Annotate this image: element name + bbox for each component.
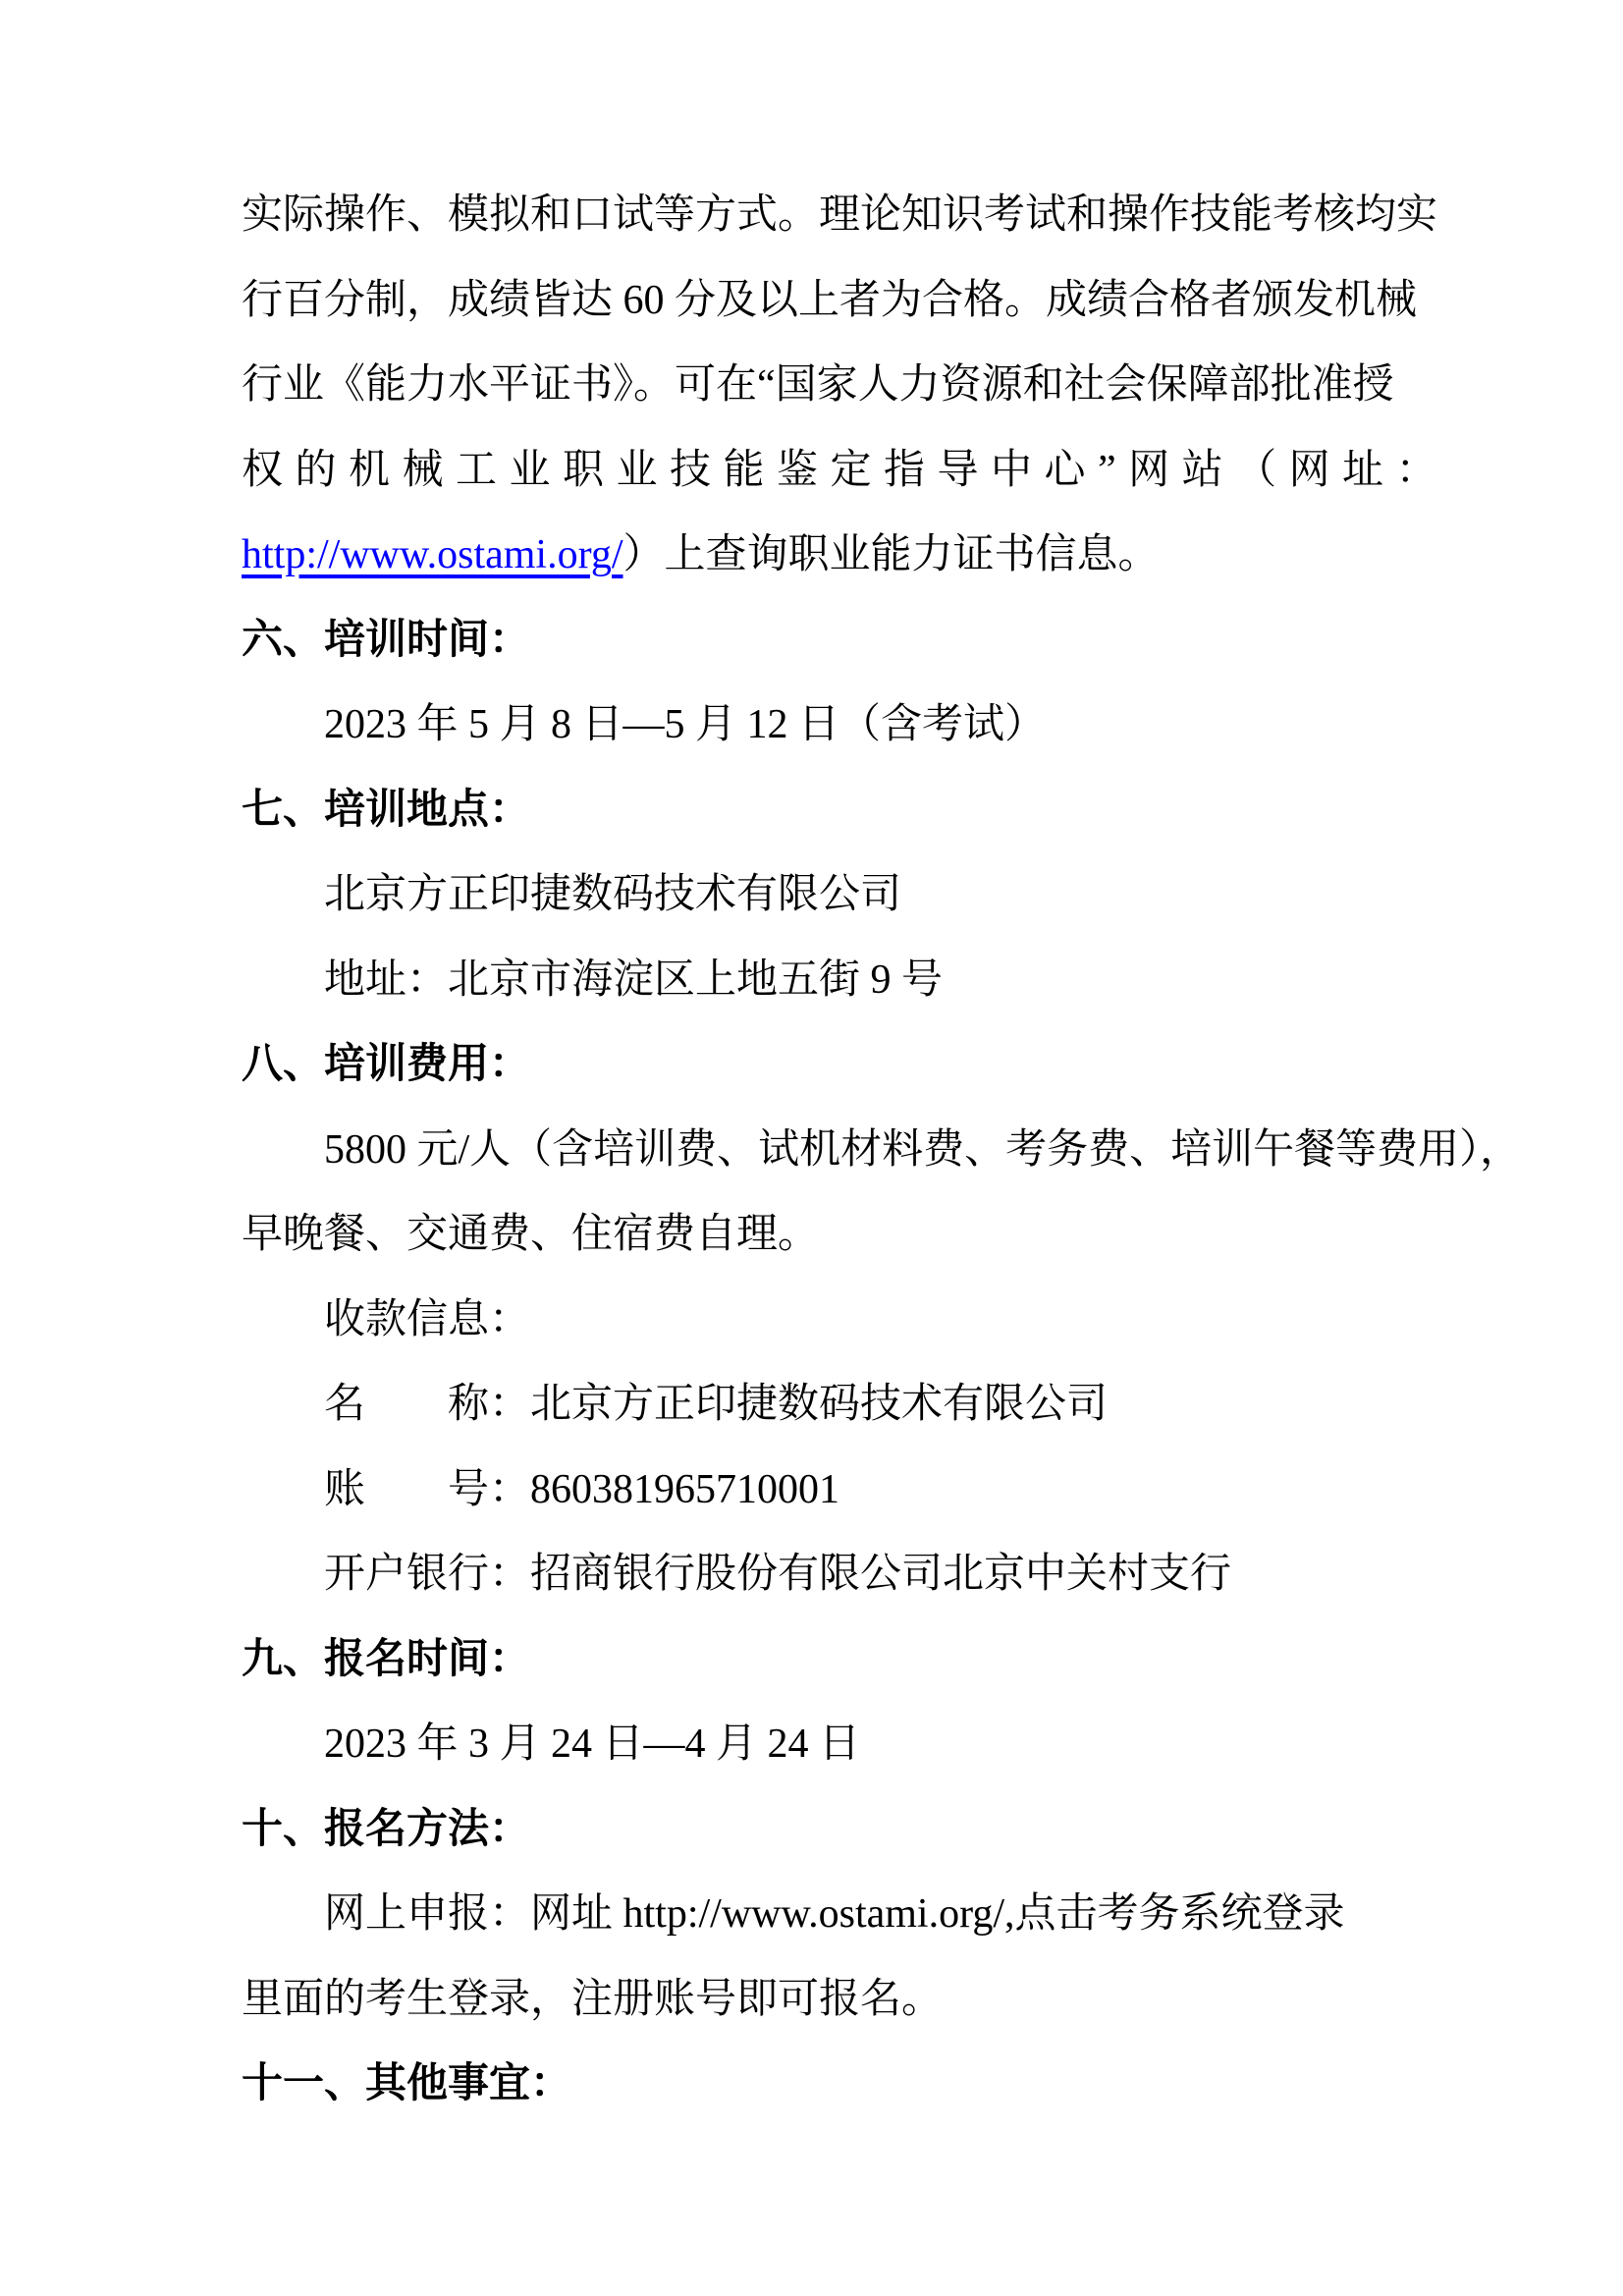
paragraph-line: 行业《能力水平证书》。可在“国家人力资源和社会保障部批准授 — [242, 362, 1394, 408]
document-body — [242, 173, 1522, 2127]
payment-account-name: 名 称：北京方正印捷数码技术有限公司 — [324, 1382, 1109, 1427]
training-fee-line-continued: 早晚餐、交通费、住宿费自理。 — [242, 1212, 820, 1257]
section-heading-registration-time: 九、报名时间： — [242, 1636, 531, 1682]
registration-method-line-continued: 里面的考生登录，注册账号即可报名。 — [242, 1976, 944, 2022]
paragraph-line-justified: 权的机械工业职业技能鉴定指导中心”网站（网址： — [242, 447, 1450, 493]
training-fee-line: 5800 元/人（含培训费、试机材料费、考务费、培训午餐等费用）， — [324, 1126, 1522, 1173]
training-location-address: 地址：北京市海淀区上地五街 9 号 — [324, 957, 944, 1003]
paragraph-line: 实际操作、模拟和口试等方式。理论知识考试和操作技能考核均实 — [242, 192, 1438, 238]
registration-time-value: 2023 年 3 月 24 日—4 月 24 日 — [324, 1722, 861, 1767]
section-heading-training-location: 七、培训地点： — [242, 787, 531, 833]
payment-bank: 开户银行：招商银行股份有限公司北京中关村支行 — [324, 1552, 1232, 1597]
paragraph-line: 行百分制，成绩皆达 60 分及以上者为合格。成绩合格者颁发机械 — [242, 277, 1418, 323]
registration-method-line: 网上申报：网址 http://www.ostami.org/,点击考务系统登录 — [324, 1891, 1345, 1937]
ostami-url-link[interactable]: http://www.ostami.org/ — [242, 532, 623, 577]
training-location-company: 北京方正印捷数码技术有限公司 — [324, 872, 902, 917]
payment-info-label: 收款信息： — [324, 1296, 531, 1342]
training-time-value: 2023 年 5 月 8 日—5 月 12 日（含考试） — [324, 702, 1047, 747]
section-heading-registration-method: 十、报名方法： — [242, 1806, 531, 1852]
section-heading-training-time: 六、培训时间： — [242, 617, 531, 663]
section-heading-training-fee: 八、培训费用： — [242, 1042, 531, 1087]
paragraph-line-with-link — [242, 513, 1488, 598]
section-heading-other-matters: 十一、其他事宜： — [242, 2061, 572, 2106]
link-line-rest: ）上查询职业能力证书信息。 — [622, 532, 1160, 577]
payment-account-number: 账 号：860381965710001 — [324, 1466, 840, 1512]
